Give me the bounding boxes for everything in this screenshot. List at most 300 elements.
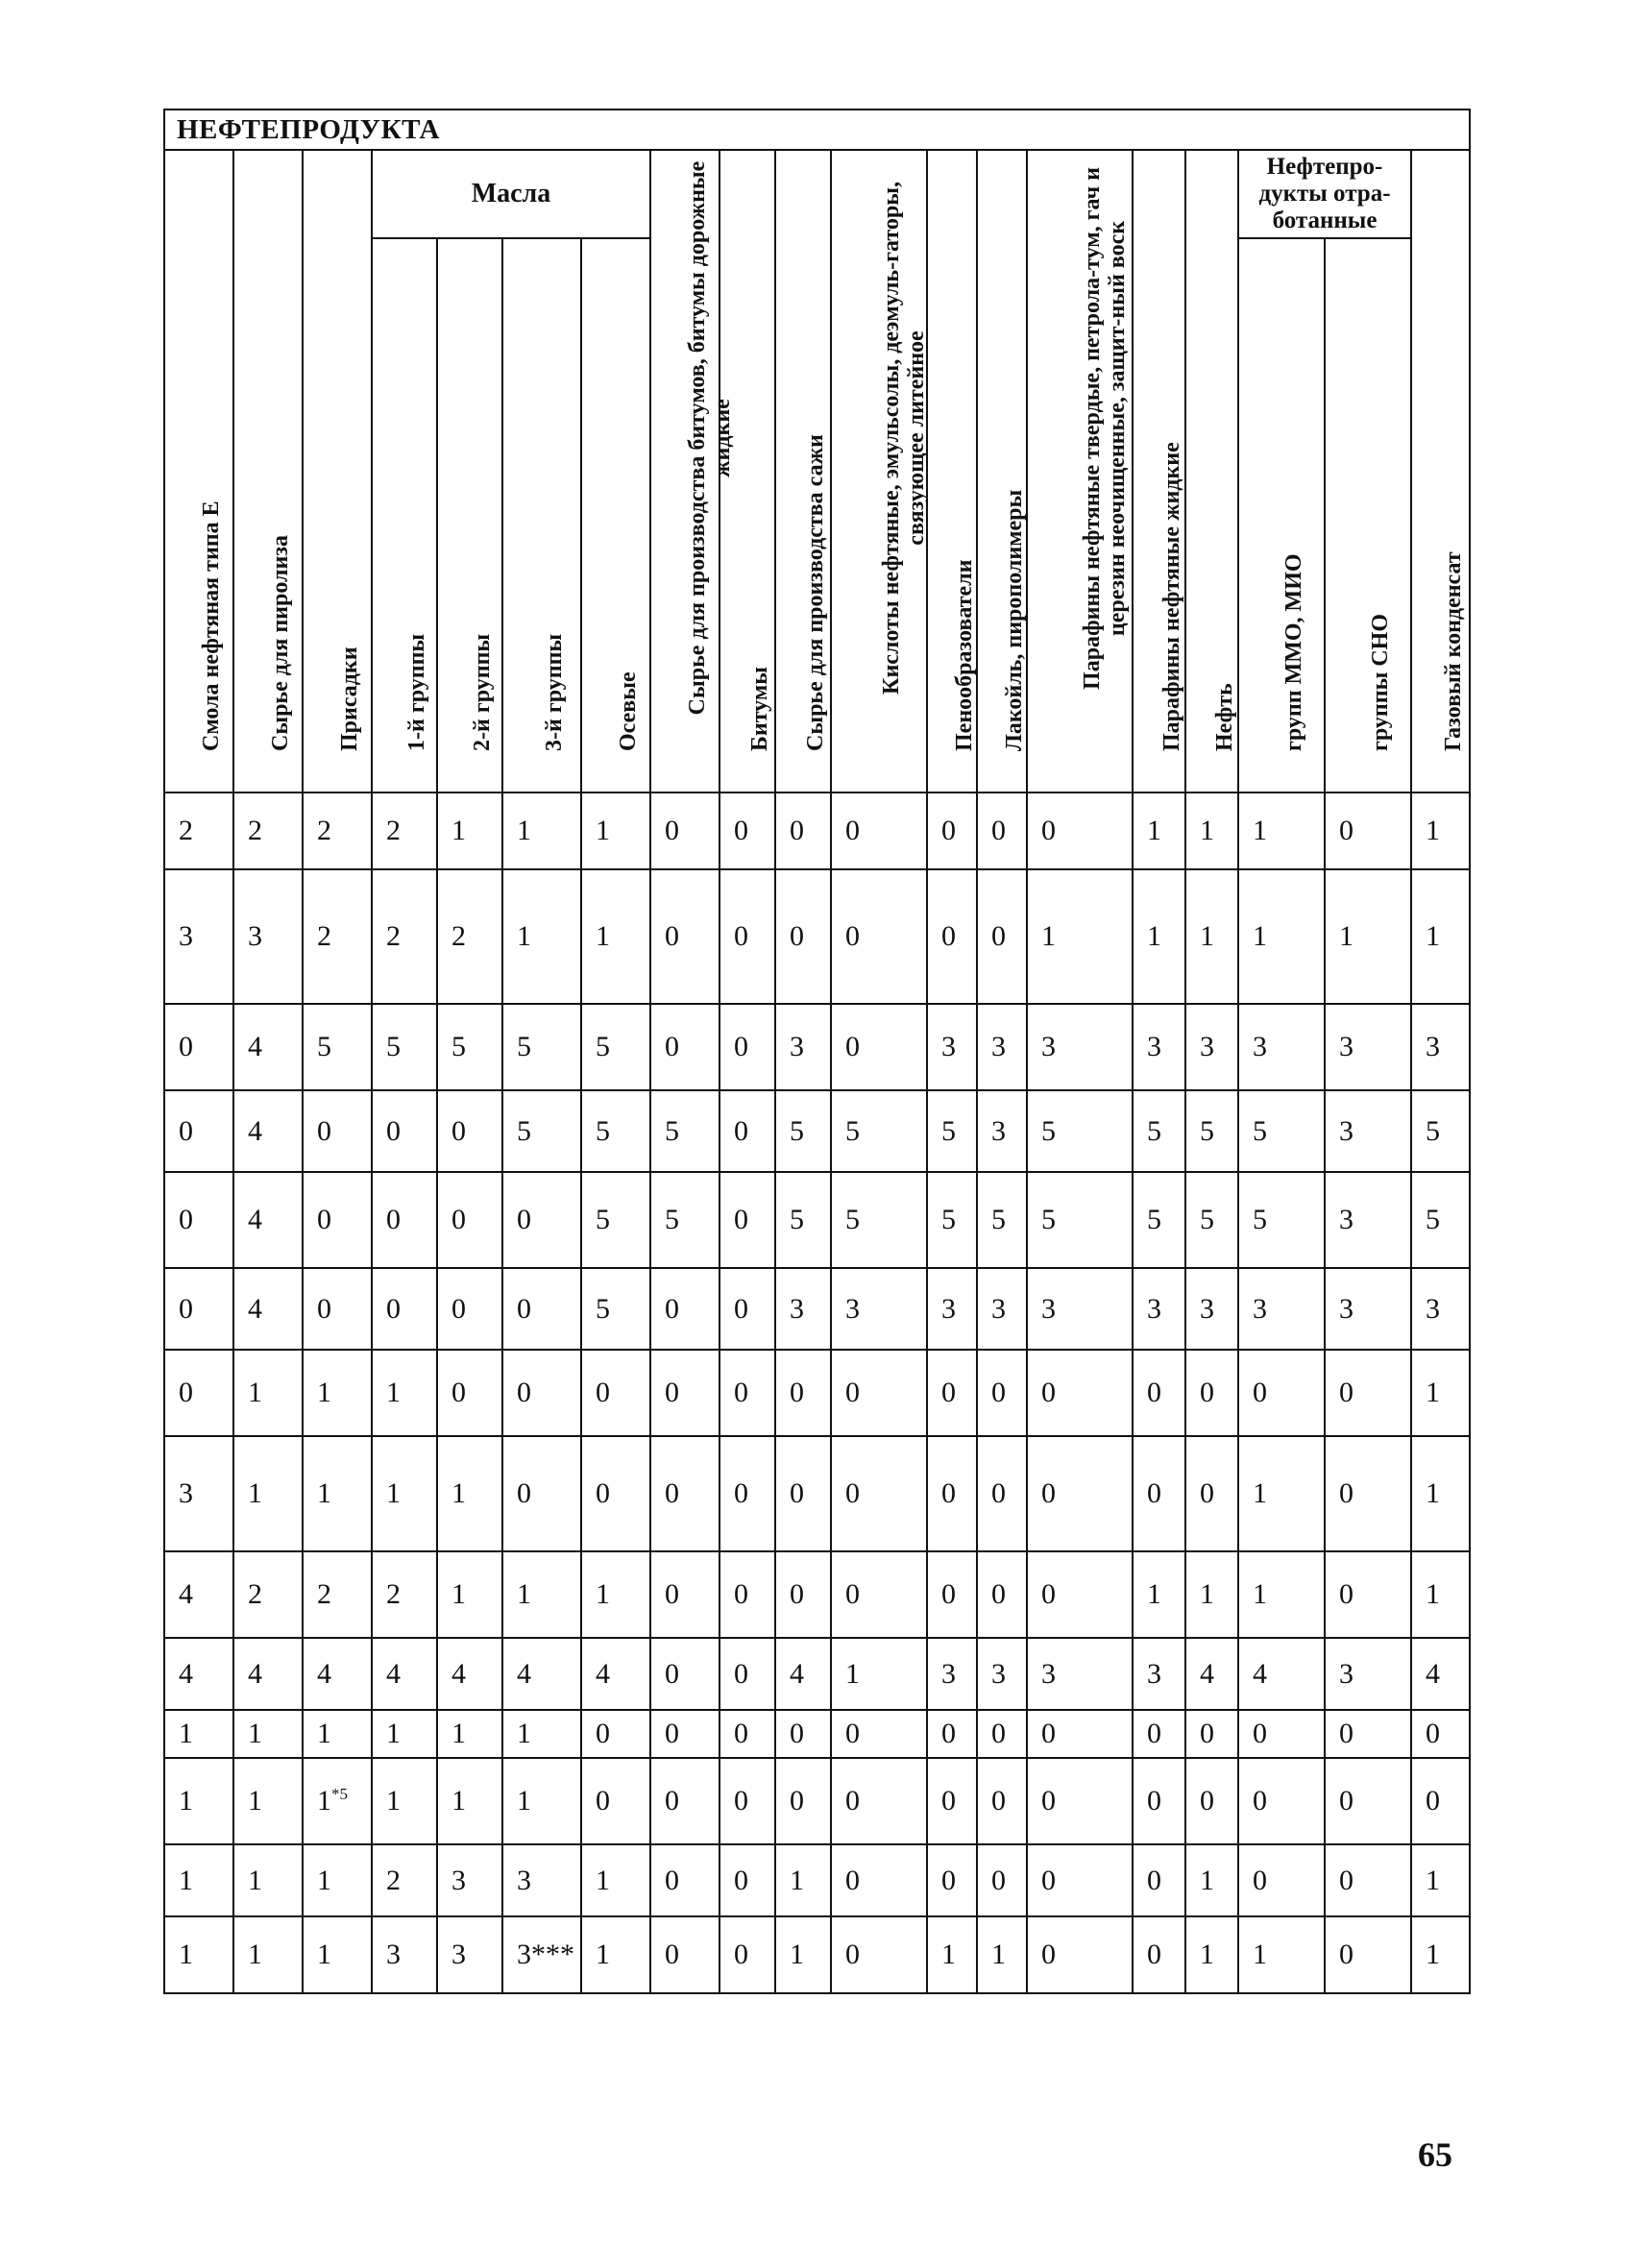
table-cell: 5 — [831, 1090, 927, 1172]
table-cell: 4 — [233, 1090, 303, 1172]
table-cell: 0 — [719, 1436, 775, 1551]
table-cell: 1 — [1133, 869, 1185, 1004]
table-cell: 3 — [1238, 1004, 1325, 1090]
cell-footnote-mark: *5 — [331, 1785, 348, 1803]
table-cell: 0 — [1027, 1844, 1133, 1916]
table-cell: 1 — [233, 1350, 303, 1436]
table-cell: 3*** — [502, 1916, 581, 1993]
table-row — [164, 1172, 1470, 1268]
table-cell: 0 — [650, 1551, 719, 1638]
table-cell: 3 — [1133, 1268, 1185, 1350]
table-cell: 0 — [372, 1268, 437, 1350]
table-cell: 0 — [831, 1004, 927, 1090]
column-header — [1133, 150, 1185, 793]
table-cell: 0 — [977, 1551, 1027, 1638]
table-cell: 1 — [1185, 869, 1238, 1004]
table-cell: 1 — [303, 1710, 372, 1758]
compatibility-table — [163, 109, 1471, 1994]
table-cell: 0 — [927, 1758, 977, 1844]
column-header — [831, 150, 927, 793]
table-cell: 4 — [233, 1004, 303, 1090]
table-cell: 0 — [719, 1004, 775, 1090]
table-cell: 2 — [303, 869, 372, 1004]
table-cell: 3 — [977, 1090, 1027, 1172]
table-cell: 5 — [1411, 1172, 1470, 1268]
table-cell: 3 — [1325, 1004, 1411, 1090]
table-row — [164, 869, 1470, 1004]
table-cell: 4 — [233, 1268, 303, 1350]
table-cell: 1 — [775, 1916, 831, 1993]
table-cell: 0 — [650, 1758, 719, 1844]
table-cell: 3 — [233, 869, 303, 1004]
column-header — [502, 238, 581, 793]
column-header-label: Сырье для производства битумов, битумы дорожные жидкие — [685, 160, 735, 716]
table-cell: 0 — [977, 1436, 1027, 1551]
table-cell: 1 — [1185, 1916, 1238, 1993]
table-cell: 0 — [1325, 1710, 1411, 1758]
table-cell: 0 — [1133, 1844, 1185, 1916]
table-cell: 5 — [1027, 1172, 1133, 1268]
column-header-label: Пенообразователи — [952, 559, 977, 751]
table-cell: 1 — [437, 1758, 502, 1844]
table-cell: 5 — [927, 1172, 977, 1268]
table-cell: 1 — [1238, 793, 1325, 869]
table-cell: 0 — [650, 793, 719, 869]
table-cell: 3 — [977, 1638, 1027, 1710]
table-cell: 3 — [1185, 1268, 1238, 1350]
table-cell: 0 — [1325, 1844, 1411, 1916]
table-cell: 1 — [1411, 1916, 1470, 1993]
table-cell: 3 — [164, 1436, 233, 1551]
table-cell: 0 — [502, 1350, 581, 1436]
column-header-label: Сырье для производства сажи — [803, 434, 828, 751]
column-header-label: Парафины нефтяные жидкие — [1158, 442, 1184, 751]
table-cell: 1 — [1238, 1551, 1325, 1638]
table-cell: 4 — [303, 1638, 372, 1710]
table-row — [164, 1090, 1470, 1172]
table-cell: 4 — [775, 1638, 831, 1710]
table-row — [164, 1844, 1470, 1916]
table-cell: 0 — [775, 1350, 831, 1436]
table-cell: 0 — [502, 1268, 581, 1350]
table-cell: 1 — [164, 1916, 233, 1993]
table-cell: 0 — [775, 1710, 831, 1758]
table-cell: 1 — [502, 1758, 581, 1844]
table-cell: 0 — [977, 869, 1027, 1004]
table-cell: 3 — [1411, 1268, 1470, 1350]
table-cell: 3 — [1411, 1004, 1470, 1090]
table-row — [164, 1710, 1470, 1758]
table-row — [164, 1268, 1470, 1350]
table-cell: 0 — [927, 1551, 977, 1638]
table-cell: 3 — [1325, 1638, 1411, 1710]
table-cell: 0 — [437, 1090, 502, 1172]
table-cell: 3 — [1325, 1268, 1411, 1350]
table-cell: 0 — [1133, 1710, 1185, 1758]
column-header-label: Лакойль, пирополимеры — [1002, 489, 1027, 751]
table-cell: 2 — [372, 793, 437, 869]
table-cell: 0 — [927, 869, 977, 1004]
table-row — [164, 1638, 1470, 1710]
table-cell: 5 — [1238, 1172, 1325, 1268]
table-cell: 0 — [1027, 793, 1133, 869]
table-cell: 2 — [164, 793, 233, 869]
table-cell: 0 — [164, 1172, 233, 1268]
table-cell: 1 — [1133, 1551, 1185, 1638]
table-cell: 0 — [927, 1436, 977, 1551]
table-cell: 4 — [164, 1551, 233, 1638]
table-cell: 0 — [977, 1350, 1027, 1436]
table-cell: 4 — [437, 1638, 502, 1710]
column-header — [719, 150, 775, 793]
table-cell: 1 — [1185, 1844, 1238, 1916]
table-row — [164, 793, 1470, 869]
table-cell: 1 — [1238, 1916, 1325, 1993]
table-cell: 0 — [719, 1916, 775, 1993]
table-cell: 0 — [831, 1350, 927, 1436]
table-cell: 2 — [303, 1551, 372, 1638]
table-cell: 3 — [927, 1638, 977, 1710]
table-cell: 0 — [927, 1844, 977, 1916]
table-cell: 0 — [719, 793, 775, 869]
column-header-label: Присадки — [337, 646, 362, 751]
table-cell: 0 — [719, 1172, 775, 1268]
table-cell: 0 — [831, 793, 927, 869]
table-cell: 5 — [581, 1090, 650, 1172]
column-header — [303, 150, 372, 793]
table-cell: 0 — [1133, 1758, 1185, 1844]
table-cell: 4 — [233, 1172, 303, 1268]
column-header — [437, 238, 502, 793]
column-header — [927, 150, 977, 793]
table-row — [164, 1551, 1470, 1638]
table-cell: 1 — [581, 793, 650, 869]
table-cell: 0 — [437, 1172, 502, 1268]
table-cell: 5 — [1133, 1090, 1185, 1172]
table-cell: 0 — [831, 1710, 927, 1758]
column-header — [775, 150, 831, 793]
table-cell: 1 — [775, 1844, 831, 1916]
table-cell: 1 — [1411, 1551, 1470, 1638]
table-cell: 0 — [502, 1172, 581, 1268]
group-header-waste: Нефтепро-дукты отра-ботанные — [1238, 150, 1411, 238]
table-cell: 0 — [303, 1172, 372, 1268]
column-header-label: 1-й группы — [404, 633, 429, 751]
table-cell: 3 — [437, 1916, 502, 1993]
table-cell: 5 — [581, 1004, 650, 1090]
table-cell: 0 — [1027, 1436, 1133, 1551]
table-cell: 0 — [719, 1350, 775, 1436]
table-cell: 0 — [1325, 1758, 1411, 1844]
table-cell: 3 — [1185, 1004, 1238, 1090]
table-cell: 0 — [831, 1436, 927, 1551]
table-cell: 5 — [502, 1090, 581, 1172]
table-cell: 2 — [233, 793, 303, 869]
table-cell: 1 — [502, 869, 581, 1004]
table-cell: 0 — [1027, 1710, 1133, 1758]
table-cell: 0 — [164, 1350, 233, 1436]
table-cell: 5 — [372, 1004, 437, 1090]
table-cell: 5 — [1185, 1172, 1238, 1268]
table-cell: 0 — [1027, 1551, 1133, 1638]
table-cell: 0 — [977, 1710, 1027, 1758]
table-cell: 1 — [164, 1758, 233, 1844]
table-cell: 3 — [775, 1268, 831, 1350]
table-cell: 4 — [581, 1638, 650, 1710]
table-cell: 0 — [927, 1350, 977, 1436]
table-cell: 0 — [831, 1916, 927, 1993]
table-cell: 1 — [1325, 869, 1411, 1004]
table-cell: 0 — [1238, 1844, 1325, 1916]
table-cell: 1 — [1133, 793, 1185, 869]
column-header-label: Смола нефтяная типа Е — [199, 500, 224, 751]
table-cell: 5 — [437, 1004, 502, 1090]
table-cell: 0 — [831, 1758, 927, 1844]
table-cell: 3 — [977, 1004, 1027, 1090]
table-cell: 1 — [372, 1758, 437, 1844]
table-cell: 0 — [1238, 1710, 1325, 1758]
table-cell — [303, 1758, 372, 1844]
table-cell: 0 — [719, 1844, 775, 1916]
table-cell: 0 — [775, 1551, 831, 1638]
table-cell: 0 — [372, 1090, 437, 1172]
table-cell: 0 — [1325, 1551, 1411, 1638]
table-cell: 0 — [164, 1090, 233, 1172]
table-cell: 1 — [233, 1710, 303, 1758]
table-cell: 3 — [977, 1268, 1027, 1350]
table-cell: 1 — [1185, 1551, 1238, 1638]
column-header — [581, 238, 650, 793]
table-cell: 1 — [581, 1916, 650, 1993]
table-cell: 4 — [164, 1638, 233, 1710]
table-cell: 0 — [1325, 1916, 1411, 1993]
table-cell: 3 — [1027, 1004, 1133, 1090]
table-cell: 1 — [303, 1916, 372, 1993]
table-cell: 3 — [927, 1268, 977, 1350]
table-cell: 5 — [775, 1172, 831, 1268]
table-cell: 0 — [927, 793, 977, 869]
table-cell: 4 — [1411, 1638, 1470, 1710]
table-cell: 0 — [775, 869, 831, 1004]
table-cell: 3 — [1325, 1090, 1411, 1172]
table-cell: 0 — [977, 1844, 1027, 1916]
table-cell: 5 — [650, 1172, 719, 1268]
cell-value: 1 — [317, 1785, 331, 1817]
column-header — [977, 150, 1027, 793]
table-cell: 1 — [164, 1844, 233, 1916]
table-cell: 0 — [1027, 1916, 1133, 1993]
table-cell: 1 — [977, 1916, 1027, 1993]
table-cell: 0 — [650, 1268, 719, 1350]
table-cell: 1 — [1411, 1350, 1470, 1436]
table-cell: 5 — [303, 1004, 372, 1090]
table-cell: 1 — [1238, 869, 1325, 1004]
table-cell: 4 — [372, 1638, 437, 1710]
table-cell: 5 — [927, 1090, 977, 1172]
column-header-label: Газовый конденсат — [1440, 551, 1466, 751]
table-cell: 5 — [775, 1090, 831, 1172]
table-cell: 3 — [372, 1916, 437, 1993]
table-cell: 3 — [831, 1268, 927, 1350]
table-cell: 0 — [650, 1004, 719, 1090]
table-cell: 1 — [303, 1844, 372, 1916]
table-cell: 5 — [1185, 1090, 1238, 1172]
table-cell: 3 — [437, 1844, 502, 1916]
table-cell: 0 — [372, 1172, 437, 1268]
table-cell: 0 — [303, 1090, 372, 1172]
column-header — [1411, 150, 1470, 793]
table-cell: 3 — [164, 869, 233, 1004]
table-cell: 3 — [1133, 1004, 1185, 1090]
table-cell: 1 — [164, 1710, 233, 1758]
table-cell: 5 — [581, 1172, 650, 1268]
table-cell: 3 — [775, 1004, 831, 1090]
table-cell: 0 — [164, 1268, 233, 1350]
table-cell: 0 — [1411, 1710, 1470, 1758]
table-cell: 3 — [927, 1004, 977, 1090]
table-cell: 0 — [1325, 1436, 1411, 1551]
table-cell: 0 — [1185, 1350, 1238, 1436]
table-cell: 0 — [1185, 1436, 1238, 1551]
table-cell: 5 — [1238, 1090, 1325, 1172]
table-cell: 5 — [581, 1268, 650, 1350]
table-banner: НЕФТЕПРОДУКТА — [164, 110, 1470, 150]
table-cell: 0 — [1238, 1350, 1325, 1436]
table-cell: 1 — [372, 1350, 437, 1436]
table-cell: 0 — [303, 1268, 372, 1350]
table-cell: 1 — [1411, 1436, 1470, 1551]
table-cell: 0 — [831, 1844, 927, 1916]
column-header — [233, 150, 303, 793]
table-cell: 0 — [1411, 1758, 1470, 1844]
table-cell: 1 — [502, 1710, 581, 1758]
table-cell: 3 — [1133, 1638, 1185, 1710]
page-number: 65 — [1418, 2135, 1452, 2174]
table-cell: 0 — [719, 1710, 775, 1758]
table-cell: 0 — [977, 793, 1027, 869]
table-cell: 1 — [502, 793, 581, 869]
table-cell: 1 — [437, 793, 502, 869]
table-cell: 1 — [581, 1551, 650, 1638]
table-cell: 0 — [719, 1758, 775, 1844]
table-cell: 1 — [233, 1844, 303, 1916]
table-cell: 5 — [831, 1172, 927, 1268]
table-cell: 2 — [372, 1844, 437, 1916]
table-cell: 5 — [1133, 1172, 1185, 1268]
table-cell: 0 — [650, 1638, 719, 1710]
table-cell: 1 — [233, 1436, 303, 1551]
table-cell: 1 — [437, 1436, 502, 1551]
table-cell: 0 — [719, 1268, 775, 1350]
table-cell: 1 — [303, 1436, 372, 1551]
table-cell: 0 — [719, 1551, 775, 1638]
column-header — [1185, 150, 1238, 793]
column-header — [1238, 238, 1325, 793]
table-cell: 0 — [437, 1268, 502, 1350]
table-cell: 1 — [1411, 1844, 1470, 1916]
table-cell: 2 — [303, 793, 372, 869]
table-cell: 1 — [927, 1916, 977, 1993]
table-cell: 0 — [1325, 793, 1411, 869]
table-cell: 1 — [1411, 869, 1470, 1004]
table-cell: 0 — [650, 1436, 719, 1551]
table-cell: 0 — [1185, 1758, 1238, 1844]
table-cell: 1 — [1238, 1436, 1325, 1551]
table-cell: 1 — [1027, 869, 1133, 1004]
table-cell: 1 — [437, 1710, 502, 1758]
table-cell: 5 — [1027, 1090, 1133, 1172]
table-row — [164, 1350, 1470, 1436]
column-header — [1027, 150, 1133, 793]
table-cell: 1 — [502, 1551, 581, 1638]
table-cell: 0 — [1027, 1758, 1133, 1844]
table-cell: 1 — [233, 1758, 303, 1844]
table-cell: 0 — [437, 1350, 502, 1436]
table-cell: 1 — [581, 1844, 650, 1916]
table-cell: 1 — [372, 1710, 437, 1758]
table-cell: 0 — [1133, 1436, 1185, 1551]
table-cell: 4 — [502, 1638, 581, 1710]
table-cell: 0 — [581, 1758, 650, 1844]
table-cell: 0 — [650, 869, 719, 1004]
table-cell: 3 — [1238, 1268, 1325, 1350]
table-cell: 5 — [650, 1090, 719, 1172]
table-cell: 1 — [303, 1350, 372, 1436]
column-header-label: Парафины нефтяные твердые, петрола-тум, гач и церезин неочищенные, защит-ный воск — [1080, 167, 1130, 690]
table-cell: 3 — [502, 1844, 581, 1916]
table-cell: 0 — [775, 1758, 831, 1844]
column-header-label: Осевые — [616, 671, 641, 751]
table-cell: 0 — [650, 1844, 719, 1916]
table-cell: 0 — [1133, 1916, 1185, 1993]
column-header — [650, 150, 735, 793]
table-cell: 0 — [719, 1090, 775, 1172]
table-cell: 0 — [650, 1916, 719, 1993]
table-cell: 0 — [581, 1436, 650, 1551]
table-row — [164, 1758, 1470, 1844]
column-header-label: группы СНО — [1368, 614, 1393, 751]
table-cell: 0 — [581, 1710, 650, 1758]
table-row — [164, 1004, 1470, 1090]
column-header-label: 2-й группы — [470, 633, 495, 751]
table-cell: 0 — [775, 793, 831, 869]
table-cell: 4 — [1238, 1638, 1325, 1710]
table-cell: 4 — [233, 1638, 303, 1710]
table-cell: 2 — [437, 869, 502, 1004]
table-cell: 0 — [1238, 1758, 1325, 1844]
table-cell: 1 — [581, 869, 650, 1004]
table-cell: 0 — [1325, 1350, 1411, 1436]
table-cell: 1 — [831, 1638, 927, 1710]
table-cell: 2 — [372, 1551, 437, 1638]
table-cell: 2 — [233, 1551, 303, 1638]
table-cell: 0 — [650, 1710, 719, 1758]
column-header-label: Кислоты нефтяные, эмульсолы, деэмуль-гаторы, связующее литейное — [879, 182, 929, 695]
table-cell: 0 — [1185, 1710, 1238, 1758]
column-header — [1325, 238, 1411, 793]
table-cell: 0 — [831, 869, 927, 1004]
table-cell: 0 — [650, 1350, 719, 1436]
table-cell: 1 — [233, 1916, 303, 1993]
table-cell: 0 — [581, 1350, 650, 1436]
table-cell: 0 — [719, 869, 775, 1004]
table-cell: 0 — [502, 1436, 581, 1551]
column-header-label: Нефть — [1211, 683, 1237, 751]
column-header-label: Сырье для пиролиза — [268, 535, 293, 751]
column-header-label: групп ММО, МИО — [1281, 553, 1306, 751]
table-cell: 1 — [1185, 793, 1238, 869]
column-header — [372, 238, 437, 793]
